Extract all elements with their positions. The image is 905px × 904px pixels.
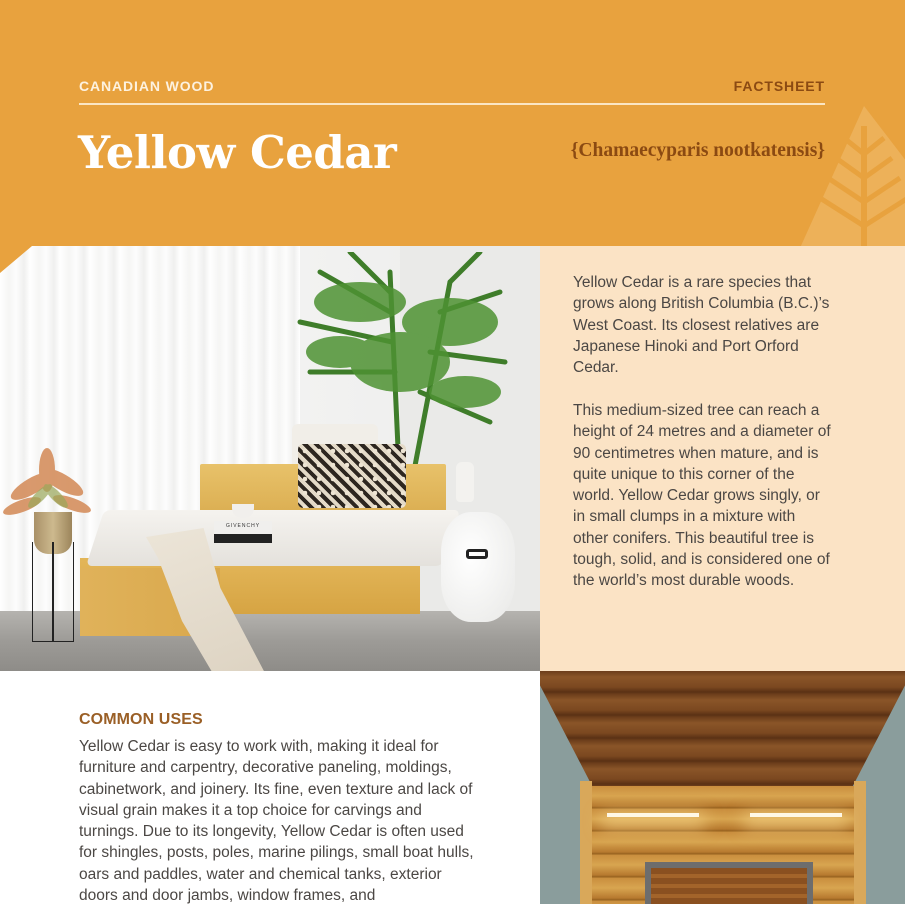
photo-garden-stool xyxy=(441,512,515,622)
intro-paragraph: Yellow Cedar is a rare species that grows along British Columbia (B.C.)’s West Coast. Its closest relatives are Japanese Hinoki and Port Orford Cedar. xyxy=(573,274,830,377)
photo-book: GIVENCHY xyxy=(214,521,272,543)
photo-cushion xyxy=(86,510,460,566)
header-band xyxy=(0,0,905,246)
section-heading-common-uses: COMMON USES xyxy=(79,711,203,728)
category-label: CANADIAN WOOD xyxy=(79,78,215,94)
scientific-name: {Chamaecyparis nootkatensis} xyxy=(570,140,825,161)
photo-light-fixture xyxy=(750,813,842,817)
photo-trim-right xyxy=(854,781,866,904)
common-uses-body: Yellow Cedar is easy to work with, making it ideal for furniture and carpentry, decorative paneling, moldings, cabinetwork, and joinery. Its fine, even texture and lack of visual grain makes it a top choice for carvings and turnings. Due to its longevity, Yellow Cedar is often used for shingles, posts, poles, marine pilings, small boat hulls, oars and paddles, water and chemical tanks, exterior doors and door jambs, window frames, and xyxy=(79,738,474,904)
corner-notch xyxy=(0,246,32,273)
photo-trim-left xyxy=(580,781,592,904)
hero-photo xyxy=(0,246,540,671)
photo-wood-ceiling xyxy=(540,671,905,791)
photo-pillow-patterned xyxy=(298,444,406,508)
header-divider xyxy=(79,103,825,105)
tree-icon xyxy=(800,106,905,246)
factsheet-label: FACTSHEET xyxy=(733,78,825,94)
photo-plant-stand-leg xyxy=(52,542,54,642)
page-title: Yellow Cedar xyxy=(78,126,397,179)
intro-paragraph: This medium-sized tree can reach a height of 24 metres and a diameter of 90 centimetres when mature, and is quite unique to this corner of the world. Yellow Cedar grows singly, or in small clumps in a mixture with other conifers. This beautiful tree is tough, solid, and is considered one of the world’s most durable woods. xyxy=(573,402,831,590)
photo-stool-motif xyxy=(466,549,488,559)
intro-panel xyxy=(540,246,905,671)
photo-vase xyxy=(456,462,474,502)
photo-light-fixture xyxy=(607,813,699,817)
photo-door-frame xyxy=(645,862,813,904)
wood-interior-photo xyxy=(540,671,905,904)
